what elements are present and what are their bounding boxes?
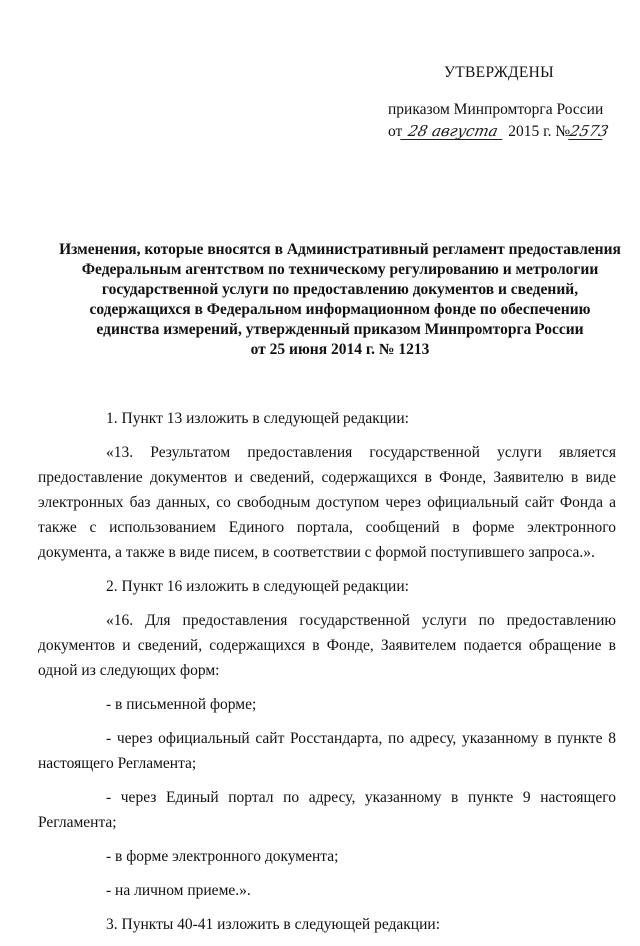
title-line: Изменения, которые вносятся в Административный регламент предоставления — [59, 241, 621, 258]
approval-block — [388, 62, 628, 143]
list-item-electronic: - в форме электронного документа; — [106, 848, 339, 865]
document-title — [40, 240, 640, 360]
paragraph-4: «16. Для предоставления государственной услуги по предоставлению документов и сведений, содержащихся в Фонде, Заявителем подается обращение в одной из следующих форм: — [38, 612, 616, 679]
approved-heading: УТВЕРЖДЕНЫ — [444, 64, 554, 81]
date-prefix: от — [388, 123, 403, 140]
paragraph-3: 2. Пункт 16 изложить в следующей редакции: — [106, 578, 409, 595]
list-item-written: - в письменной форме; — [106, 696, 257, 713]
title-line: содержащихся в Федеральном информационном фонде по обеспечению — [89, 301, 591, 318]
paragraph-1: 1. Пункт 13 изложить в следующей редакции: — [106, 410, 409, 427]
approval-order-text: приказом Минпромторга России — [388, 101, 604, 118]
handwritten-number: 2573 — [568, 122, 611, 140]
title-line: государственной услуги по предоставлению документов и сведений, — [101, 281, 579, 298]
approval-year: 2015 г. № — [508, 123, 571, 140]
title-line: единства измерений, утвержденный приказом Минпромторга России — [96, 321, 584, 338]
handwritten-date: 28 августа — [401, 123, 507, 140]
list-item-portal: - через Единый портал по адресу, указанному в пункте 9 настоящего Регламента; — [38, 789, 616, 831]
paragraph-2: «13. Результатом предоставления государственной услуги является предоставление документов и сведений, содержащихся в Фонде, Заявителю в виде электронных баз данных, со свободным доступом через официальный сайт Фонда а также с использованием Единого портала, сообщений в форме электронного документа, а также в виде писем, в соответствии с формой поступившего запроса.». — [38, 444, 616, 561]
title-line: Федеральным агентством по техническому регулированию и метрологии — [81, 261, 599, 278]
paragraph-10: 3. Пункты 40-41 изложить в следующей редакции: — [106, 916, 440, 933]
approval-date-line — [388, 121, 628, 143]
list-item-website: - через официальный сайт Росстандарта, по адресу, указанному в пункте 8 настоящего Регламента; — [38, 730, 616, 772]
document-body — [38, 406, 616, 946]
list-item-personal: - на личном приеме.». — [106, 882, 251, 899]
title-line: от 25 июня 2014 г. № 1213 — [250, 341, 430, 358]
